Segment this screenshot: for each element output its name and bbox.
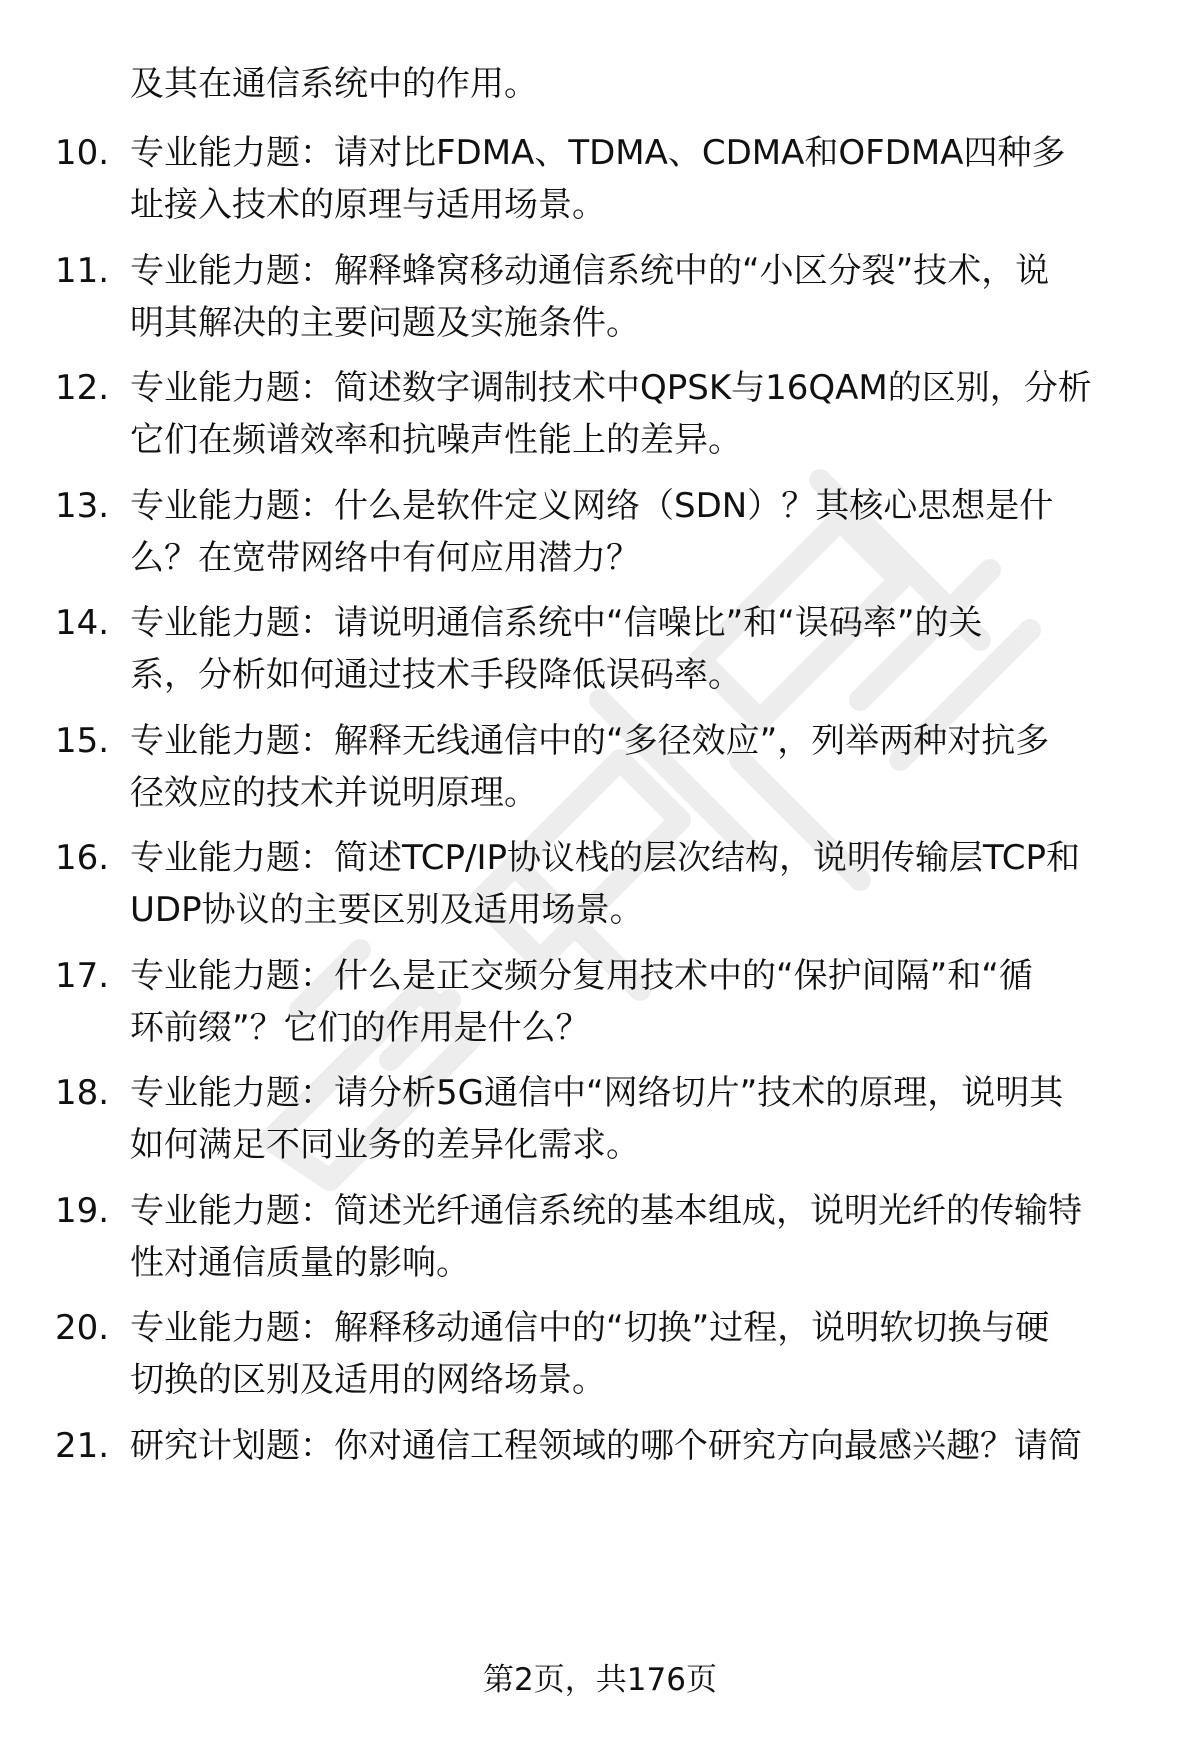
item-number: 16. — [55, 838, 110, 878]
item-number: 19. — [55, 1191, 110, 1231]
page-footer: 第2页，共176页 — [483, 1662, 717, 1698]
item-text — [130, 480, 1150, 584]
item-line: 址接入技术的原理与适用场景。 — [130, 185, 606, 225]
item-number: 12. — [55, 368, 110, 408]
item-number: 20. — [55, 1308, 110, 1348]
item-line: 专业能力题：简述数字调制技术中QPSK与16QAM的区别，分析 — [130, 368, 1092, 408]
item-line: 专业能力题：请对比FDMA、TDMA、CDMA和OFDMA四种多 — [130, 133, 1066, 173]
item-number: 18. — [55, 1073, 110, 1113]
item-number: 15. — [55, 721, 110, 761]
item-text — [130, 1185, 1150, 1289]
item-line: 么？在宽带网络中有何应用潜力？ — [130, 538, 640, 578]
item-line: 专业能力题：解释移动通信中的“切换”过程，说明软切换与硬 — [130, 1308, 1050, 1348]
item-text — [130, 1302, 1150, 1406]
item-line: 专业能力题：简述光纤通信系统的基本组成，说明光纤的传输特 — [130, 1191, 1082, 1231]
item-text — [130, 950, 1150, 1054]
item-line: 研究计划题：你对通信工程领域的哪个研究方向最感兴趣？请简 — [130, 1426, 1082, 1466]
item-line: 专业能力题：简述TCP/IP协议栈的层次结构，说明传输层TCP和 — [130, 838, 1081, 878]
item-line: 专业能力题：什么是正交频分复用技术中的“保护间隔”和“循 — [130, 956, 1033, 996]
item-line: 明其解决的主要问题及实施条件。 — [130, 303, 640, 343]
item-line: 径效应的技术并说明原理。 — [130, 773, 538, 813]
item-text — [130, 127, 1150, 231]
item-line: 专业能力题：什么是软件定义网络（SDN）？其核心思想是什 — [130, 486, 1054, 526]
item-number: 17. — [55, 956, 110, 996]
item-number: 21. — [55, 1426, 110, 1466]
item-text — [130, 245, 1150, 349]
item-line: 如何满足不同业务的差异化需求。 — [130, 1125, 640, 1165]
item-text — [130, 362, 1150, 466]
item-number: 14. — [55, 603, 110, 643]
item-line: UDP协议的主要区别及适用场景。 — [130, 890, 644, 930]
item-text — [130, 832, 1150, 936]
item-line: 性对通信质量的影响。 — [130, 1243, 470, 1283]
item-line: 系，分析如何通过技术手段降低误码率。 — [130, 655, 742, 695]
item-line: 专业能力题：请说明通信系统中“信噪比”和“误码率”的关 — [130, 603, 983, 643]
item-line: 切换的区别及适用的网络场景。 — [130, 1360, 606, 1400]
item-number: 10. — [55, 133, 110, 173]
item-text — [130, 1420, 1150, 1472]
item-text — [130, 1067, 1150, 1171]
item-text — [130, 597, 1150, 701]
item-line: 专业能力题：解释蜂窝移动通信系统中的“小区分裂”技术，说 — [130, 251, 1050, 291]
item-line: 它们在频谱效率和抗噪声性能上的差异。 — [130, 420, 742, 460]
item-line: 环前缀”？它们的作用是什么？ — [130, 1008, 590, 1048]
item-text — [130, 715, 1150, 819]
continued-question-text: 及其在通信系统中的作用。 — [130, 64, 538, 104]
item-line: 专业能力题：请分析5G通信中“网络切片”技术的原理，说明其 — [130, 1073, 1064, 1113]
item-number: 11. — [55, 251, 110, 291]
item-line: 专业能力题：解释无线通信中的“多径效应”，列举两种对抗多 — [130, 721, 1050, 761]
item-number: 13. — [55, 486, 110, 526]
